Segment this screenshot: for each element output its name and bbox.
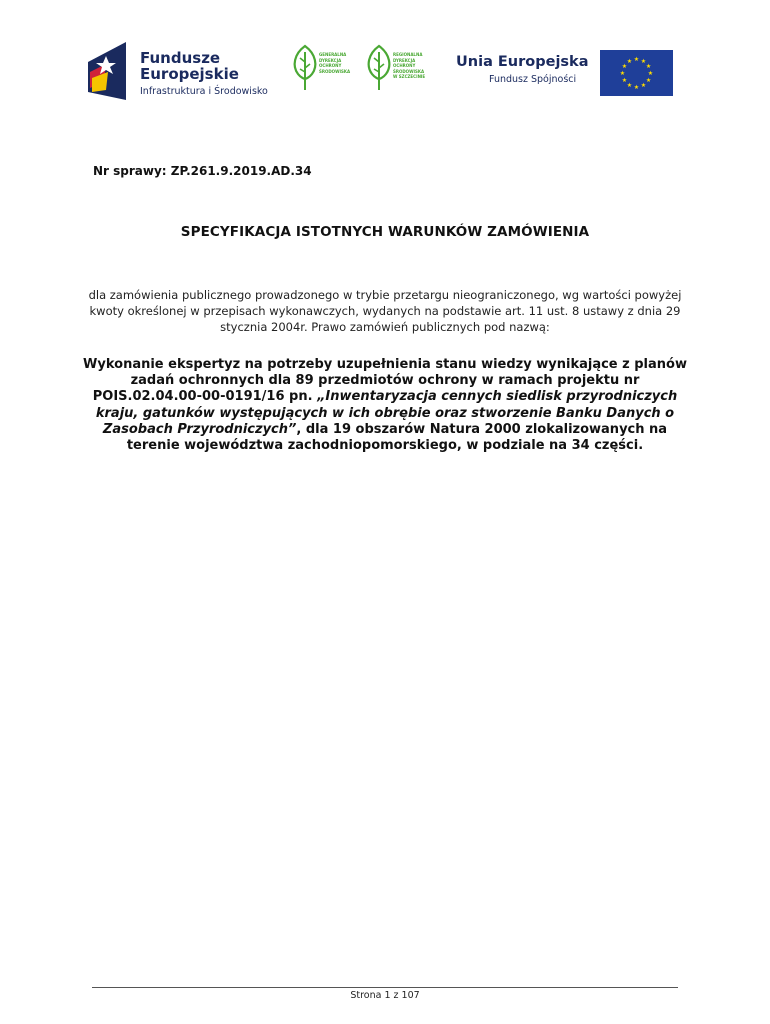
- fundusze-europejskie-logo: [88, 42, 288, 100]
- intro-paragraph: dla zamówienia publicznego prowadzonego w trybie przetargu nieograniczonego, wg wartości powyżej kwoty określonej w przepisach wykonawczych, wydanych na podstawie art. 11 ust. 8 ustawy z dnia 29 stycznia 2004r. Prawo zamówień publicznych pod nazwą:: [88, 288, 682, 334]
- rdos-logo-1: [292, 44, 362, 92]
- eu-star-icon: ★: [621, 63, 628, 70]
- eu-star-icon: ★: [626, 57, 633, 65]
- ue-subtitle: Fundusz Spójności: [489, 74, 577, 85]
- contract-subject: [82, 357, 688, 454]
- eu-star-icon: ★: [633, 56, 640, 63]
- eu-star-icon: ★: [647, 70, 654, 77]
- rdos-logo-2: [366, 44, 436, 92]
- footer-divider: [92, 987, 678, 988]
- rdos-logo-1-text: GENERALNA DYREKCJA OCHRONY ŚRODOWISKA: [319, 52, 351, 74]
- eu-star-icon: ★: [621, 77, 628, 84]
- eu-star-icon: ★: [645, 77, 652, 84]
- document-title: SPECYFIKACJA ISTOTNYCH WARUNKÓW ZAMÓWIENIA: [180, 224, 590, 240]
- eu-star-icon: ★: [633, 84, 640, 91]
- subject-project-title: „Inwentaryzacja cennych siedlisk przyrodniczych kraju, gatunków występujących w ich obrębie oraz stworzenie Banku Danych o Zasobach Przyrodniczych”: [95, 389, 678, 437]
- leaf-icon: [366, 44, 392, 92]
- eu-star-icon: ★: [619, 70, 626, 77]
- ue-title: Unia Europejska: [456, 54, 589, 70]
- eu-star-icon: ★: [626, 82, 633, 90]
- leaf-icon: [292, 44, 318, 92]
- unia-europejska-label: [456, 54, 588, 85]
- fe-star-icon: [88, 42, 136, 100]
- eu-star-icon: ★: [645, 63, 652, 70]
- subject-part1: Wykonanie ekspertyz na potrzeby uzupełnienia stanu wiedzy wynikające z planów zadań ochronnych dla 89 przedmiotów ochrony w ramach projektu nr POIS.02.04.00-00-0191/16 pn.: [83, 357, 687, 405]
- rdos-logo-2-text: REGIONALNA DYREKCJA OCHRONY ŚRODOWISKA W SZCZECINIE: [393, 52, 426, 79]
- eu-flag-icon: [600, 50, 673, 96]
- subject-part2: , dla 19 obszarów Natura 2000 zlokalizowanych na terenie województwa zachodniopomorskiego, w podziale na 34 części.: [126, 421, 668, 454]
- fe-logo-line3: Infrastruktura i Środowisko: [140, 86, 268, 97]
- page-number: Strona 1 z 107: [350, 990, 420, 1001]
- fe-logo-line1: Fundusze: [140, 49, 221, 67]
- eu-star-icon: ★: [640, 57, 647, 65]
- eu-star-icon: ★: [640, 82, 647, 90]
- fe-logo-line2: Europejskie: [140, 65, 239, 83]
- case-number: Nr sprawy: ZP.261.9.2019.AD.34: [93, 164, 312, 178]
